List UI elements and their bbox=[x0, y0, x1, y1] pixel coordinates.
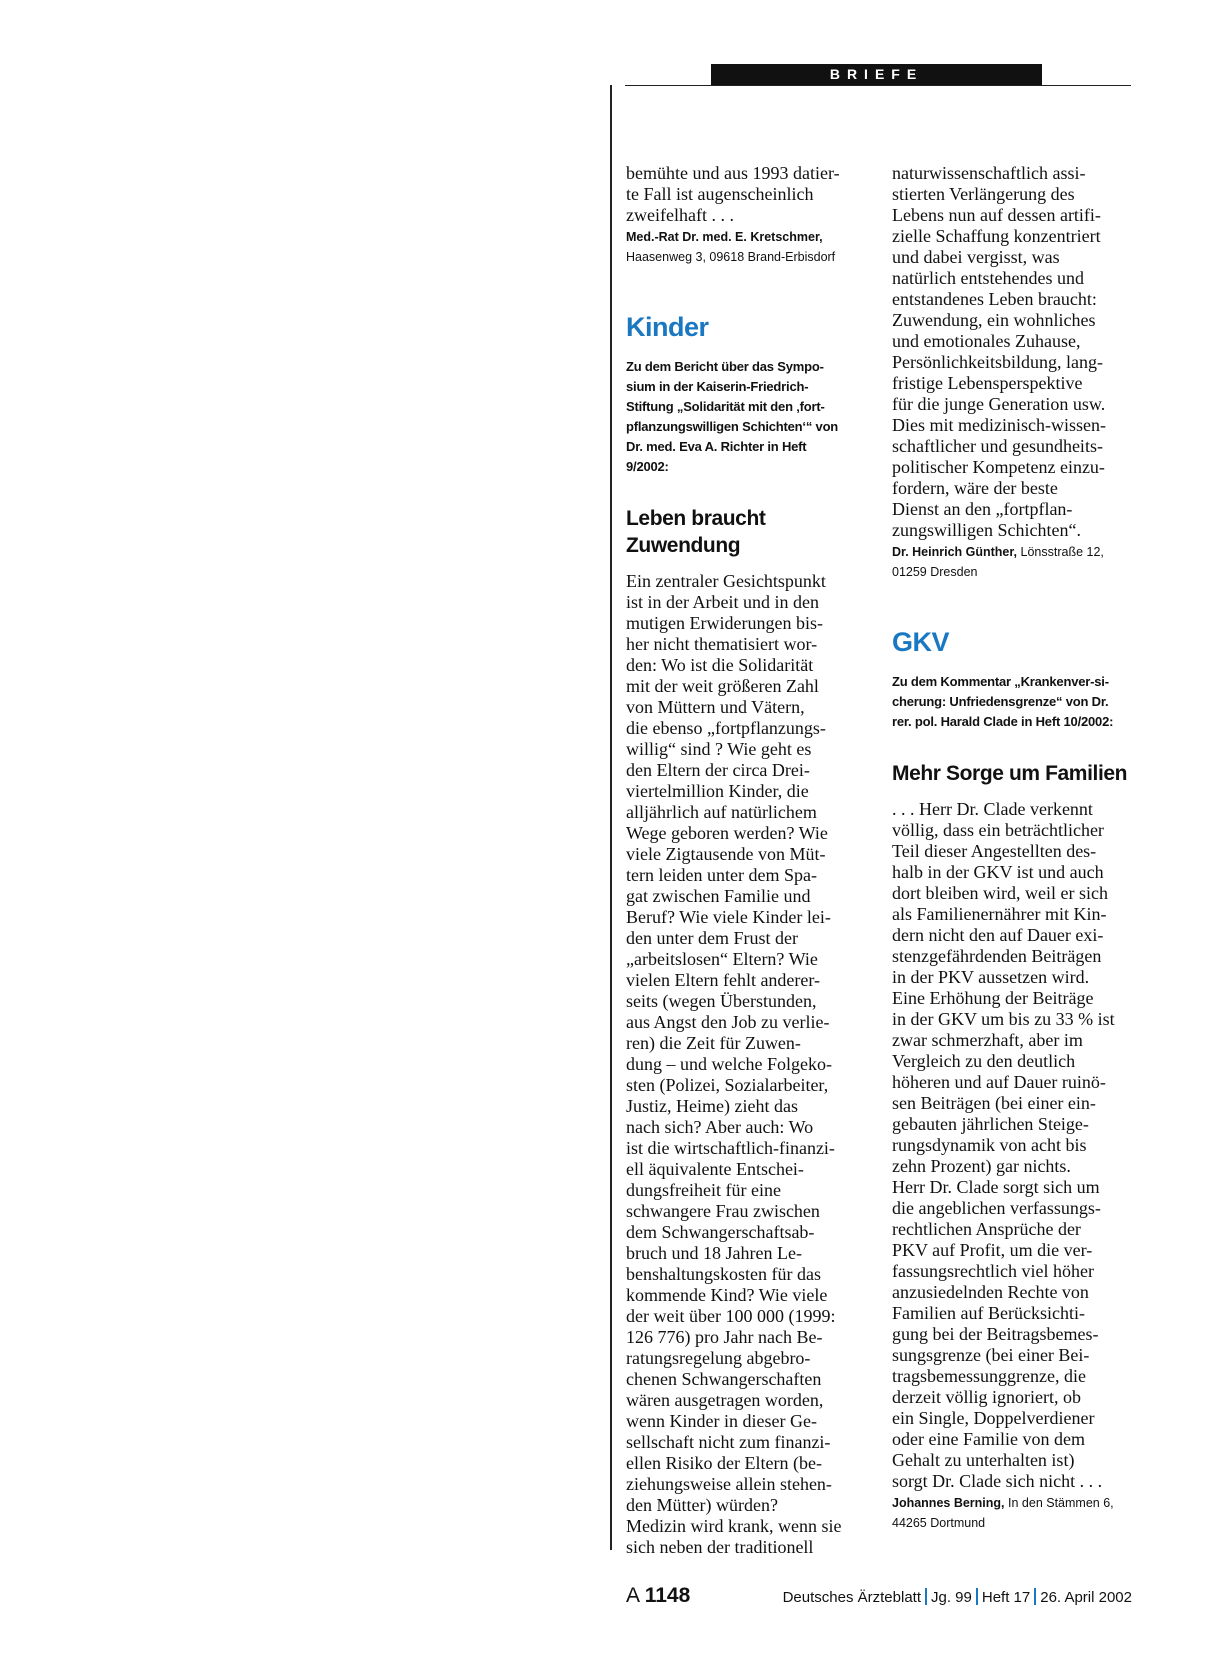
separator bbox=[976, 1588, 978, 1605]
topic-title: Kinder bbox=[626, 312, 709, 342]
signature-name: Med.-Rat Dr. med. E. Kretschmer, bbox=[626, 230, 823, 244]
signature-name: Johannes Berning, bbox=[892, 1496, 1005, 1510]
continued-letter-text: bemühte und aus 1993 datier- te Fall ist augenscheinlich zweifelhaft . . . bbox=[626, 163, 840, 225]
journal-info bbox=[783, 1588, 1132, 1606]
signature-address: Lönsstraße 12, 01259 Dresden bbox=[892, 545, 1104, 579]
page-number: A 1148 bbox=[626, 1584, 691, 1607]
letter-headline: Leben braucht Zuwendung bbox=[626, 507, 766, 557]
journal-volume: Jg. 99 bbox=[931, 1589, 972, 1606]
signature-address: In den Stämmen 6, 44265 Dortmund bbox=[892, 1496, 1114, 1530]
letter-reference: Zu dem Bericht über das Sympo- sium in der Kaiserin-Friedrich- Stiftung „Solidarität mit den ‚fort- pflanzungswilligen Schichten‘“ von Dr. med. Eva A. Richter in Heft 9/2002: bbox=[626, 359, 839, 474]
column-2 bbox=[892, 163, 1132, 1533]
topic-title: GKV bbox=[892, 627, 950, 657]
letter-reference: Zu dem Kommentar „Krankenver-si- cherung: Unfriedensgrenze“ von Dr. rer. pol. Harald Clade in Heft 10/2002: bbox=[892, 674, 1114, 729]
journal-date: 26. April 2002 bbox=[1040, 1589, 1132, 1606]
header-rule bbox=[625, 85, 1131, 86]
letter-headline: Mehr Sorge um Familien bbox=[892, 762, 1128, 785]
letter-signature bbox=[892, 1493, 1132, 1533]
separator bbox=[925, 1588, 927, 1605]
separator bbox=[1034, 1588, 1036, 1605]
letter-signature bbox=[626, 227, 866, 267]
letter-signature bbox=[892, 542, 1132, 582]
signature-address: Haasenweg 3, 09618 Brand-Erbisdorf bbox=[626, 250, 836, 264]
letter-body: Ein zentraler Gesichtspunkt ist in der Arbeit und in den mutigen Erwiderungen bis- her nicht thematisiert wor- den: Wo ist die Solidarität mit der weit größeren Zahl von Müttern und Vätern, die ebenso „fortpflanzungs- willig“ sind ? Wie geht es den Eltern der circa Drei- viertelmillion Kinder, die alljährlich auf natürlichem Wege geboren werden? Wie viele Zigtausende von Müt- tern leiden unter dem Spa- gat zwischen Familie und Beruf? Wie viele Kinder lei- den unter dem Frust der „arbeitslosen“ Eltern? Wie vielen Eltern fehlt anderer- seits (wegen Überstunden, aus Angst den Job zu verlie- ren) die Zeit für Zuwen- dung – und welche Folgeko- sten (Polizei, Sozialarbeiter, Justiz, Heime) zieht das nach sich? Aber auch: Wo ist die wirtschaftlich-finanzi- ell äquivalente Entschei- dungsfreiheit für eine schwangere Frau zwischen dem Schwangerschaftsab- bruch und 18 Jahren Le- benshaltungskosten für das kommende Kind? Wie viele der weit über 100 000 (1999: 126 776) pro Jahr nach Be- ratungsregelung abgebro- chenen Schwangerschaften wären ausgetragen worden, wenn Kinder in dieser Ge- sellschaft nicht zum finanzi- ellen Risiko der Eltern (be- ziehungsweise allein stehen- den Mütter) würden? Medizin wird krank, wenn sie sich neben der traditionell bbox=[626, 571, 842, 1557]
page-footer bbox=[626, 1584, 1132, 1610]
signature-name: Dr. Heinrich Günther, bbox=[892, 545, 1018, 559]
continued-letter-text: naturwissenschaftlich assi- stierten Verlängerung des Lebens nun auf dessen artifi- zielle Schaffung konzentriert und dabei vergisst, was natürlich entstehendes und entstandenes Leben braucht: Zuwendung, ein wohnliches und emotionales Zuhause, Persönlichkeitsbildung, lang- fristige Lebensperspektive für die junge Generation usw. Dies mit medizinisch-wissen- schaftlicher und gesundheits- politischer Kompetenz einzu- fordern, wäre der beste Dienst an den „fortpflan- zungswilligen Schichten“. bbox=[892, 163, 1106, 540]
journal-name: Deutsches Ärzteblatt bbox=[782, 1589, 921, 1606]
section-header: BRIEFE bbox=[711, 64, 1042, 85]
letter-body: . . . Herr Dr. Clade verkennt völlig, dass ein beträchtlicher Teil dieser Angestellten des- halb in der GKV ist und auch dort bleiben wird, weil er sich als Familienernährer mit Kin- dern nicht den auf Dauer exi- stenzgefährdenden Beiträgen in der PKV aussetzen wird. Eine Erhöhung der Beiträge in der GKV um bis zu 33 % ist zwar schmerzhaft, aber im Vergleich zu den deutlich höheren und auf Dauer ruinö- sen Beiträgen (bei einer ein- gebauten jährlichen Steige- rungsdynamik von acht bis zehn Prozent) gar nichts. Herr Dr. Clade sorgt sich um die angeblichen verfassungs- rechtlichen Ansprüche der PKV auf Profit, um die ver- fassungsrechtlich viel höher anzusiedelnden Rechte von Familien auf Berücksichti- gung bei der Beitragsbemes- sungsgrenze (bei einer Bei- tragsbemessunggrenze, die derzeit völlig ignoriert, ob ein Single, Doppelverdiener oder eine Familie von dem Gehalt zu unterhalten ist) sorgt Dr. Clade sich nicht . . . bbox=[892, 799, 1115, 1491]
column-rule bbox=[610, 85, 612, 1550]
column-1 bbox=[626, 163, 866, 1558]
journal-issue: Heft 17 bbox=[981, 1589, 1031, 1606]
